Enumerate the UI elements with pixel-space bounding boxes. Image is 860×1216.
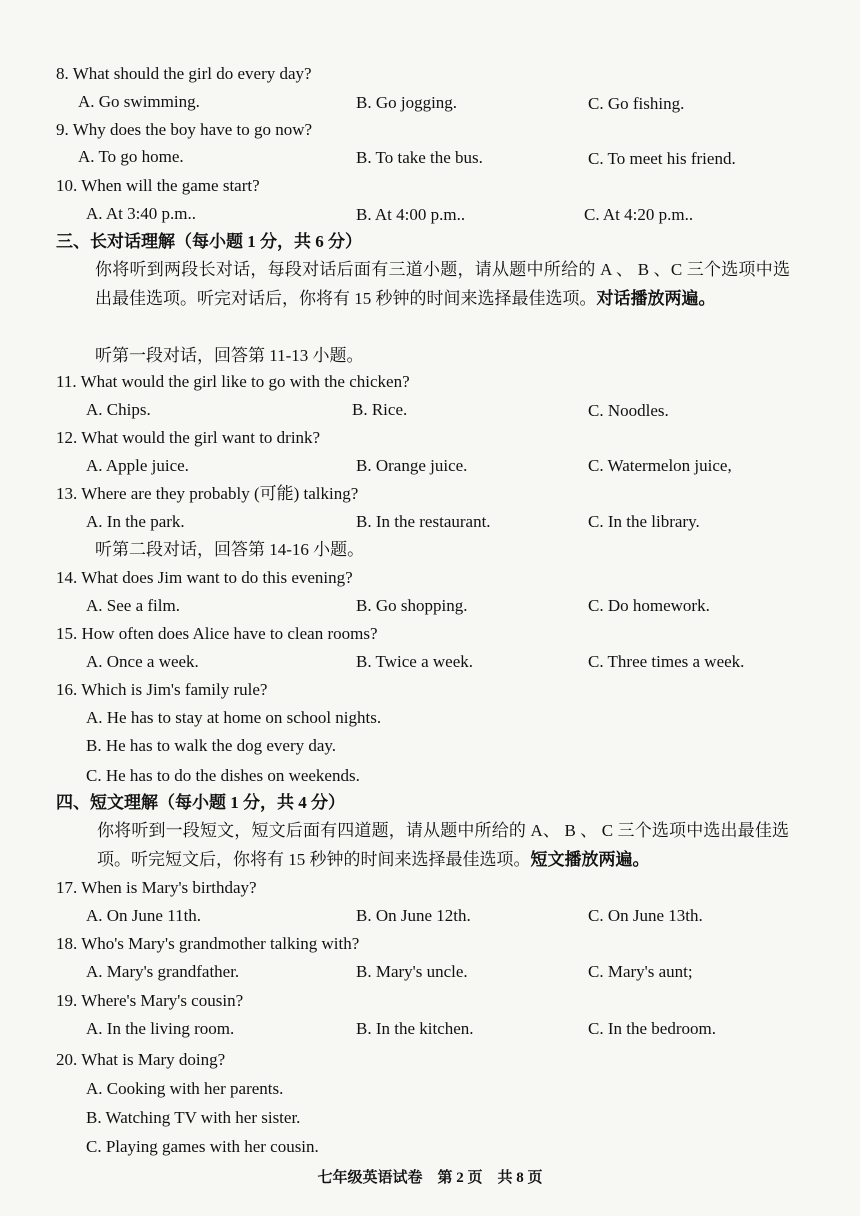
q11-option-c[interactable]: C. Noodles. xyxy=(588,401,669,420)
q20-option-a[interactable]: A. Cooking with her parents. xyxy=(86,1079,284,1098)
question-12: 12. What would the girl want to drink? xyxy=(56,428,321,447)
section-4-instruction: 你将听到一段短文，短文后面有四道题，请从题中所给的 A、 B 、 C 三个选项中选出最佳选项。听完短文后，你将有 15 秒钟的时间来选择最佳选项。短文播放两遍。 xyxy=(97,821,789,869)
q15-option-a[interactable]: A. Once a week. xyxy=(86,652,199,671)
q13-option-b[interactable]: B. In the restaurant. xyxy=(356,512,491,531)
question-8: 8. What should the girl do every day? xyxy=(56,64,312,83)
q17-option-a[interactable]: A. On June 11th. xyxy=(86,906,202,925)
q18-option-c[interactable]: C. Mary's aunt; xyxy=(588,962,693,981)
q8-option-b[interactable]: B. Go jogging. xyxy=(356,93,458,112)
q8-option-a[interactable]: A. Go swimming. xyxy=(78,92,200,111)
q16-option-b[interactable]: B. He has to walk the dog every day. xyxy=(86,736,337,755)
q12-option-b[interactable]: B. Orange juice. xyxy=(356,456,468,475)
q14-option-b[interactable]: B. Go shopping. xyxy=(356,596,468,615)
q16-option-a[interactable]: A. He has to stay at home on school nights. xyxy=(86,708,382,727)
q9-option-a[interactable]: A. To go home. xyxy=(78,147,184,166)
question-18: 18. Who's Mary's grandmother talking with? xyxy=(56,934,360,953)
question-20: 20. What is Mary doing? xyxy=(56,1050,226,1069)
q14-option-c[interactable]: C. Do homework. xyxy=(588,596,710,615)
q11-option-a[interactable]: A. Chips. xyxy=(86,400,151,419)
question-10: 10. When will the game start? xyxy=(56,176,260,195)
question-14: 14. What does Jim want to do this evening? xyxy=(56,568,353,587)
question-19: 19. Where's Mary's cousin? xyxy=(56,991,244,1010)
q10-option-b[interactable]: B. At 4:00 p.m.. xyxy=(356,205,466,224)
page-footer: 七年级英语试卷 第 2 页 共 8 页 xyxy=(317,1170,543,1186)
section-3-sub2: 听第二段对话，回答第 14-16 小题。 xyxy=(95,540,365,559)
q8-option-c[interactable]: C. Go fishing. xyxy=(588,94,685,113)
q12-option-a[interactable]: A. Apple juice. xyxy=(86,456,189,475)
q9-option-b[interactable]: B. To take the bus. xyxy=(356,148,483,167)
q15-option-c[interactable]: C. Three times a week. xyxy=(588,652,745,671)
section-3-sub1: 听第一段对话，回答第 11-13 小题。 xyxy=(95,346,364,365)
q17-option-c[interactable]: C. On June 13th. xyxy=(588,906,703,925)
q10-option-c[interactable]: C. At 4:20 p.m.. xyxy=(584,205,694,224)
question-13: 13. Where are they probably (可能) talking? xyxy=(56,484,359,503)
q19-option-a[interactable]: A. In the living room. xyxy=(86,1019,235,1038)
section-4-heading: 四、短文理解（每小题 1 分，共 4 分） xyxy=(56,793,345,812)
q10-option-a[interactable]: A. At 3:40 p.m.. xyxy=(86,204,197,223)
q18-option-b[interactable]: B. Mary's uncle. xyxy=(356,962,468,981)
question-17: 17. When is Mary's birthday? xyxy=(56,878,257,897)
question-11: 11. What would the girl like to go with the chicken? xyxy=(56,372,410,391)
section-3-heading: 三、长对话理解（每小题 1 分，共 6 分） xyxy=(56,232,362,251)
q14-option-a[interactable]: A. See a film. xyxy=(86,596,180,615)
q20-option-b[interactable]: B. Watching TV with her sister. xyxy=(86,1108,301,1127)
section-3-instruction: 你将听到两段长对话，每段对话后面有三道小题，请从题中所给的 A 、 B 、C 三个选项中选出最佳选项。听完对话后，你将有 15 秒钟的时间来选择最佳选项。对话播放两遍。 xyxy=(95,260,790,308)
q17-option-b[interactable]: B. On June 12th. xyxy=(356,906,471,925)
question-15: 15. How often does Alice have to clean rooms? xyxy=(56,624,378,643)
q15-option-b[interactable]: B. Twice a week. xyxy=(356,652,473,671)
q11-option-b[interactable]: B. Rice. xyxy=(352,400,408,419)
q12-option-c[interactable]: C. Watermelon juice, xyxy=(588,456,732,475)
q20-option-c[interactable]: C. Playing games with her cousin. xyxy=(86,1137,319,1156)
q16-option-c[interactable]: C. He has to do the dishes on weekends. xyxy=(86,766,360,785)
q13-option-a[interactable]: A. In the park. xyxy=(86,512,185,531)
q19-option-b[interactable]: B. In the kitchen. xyxy=(356,1019,474,1038)
q9-option-c[interactable]: C. To meet his friend. xyxy=(588,149,736,168)
q13-option-c[interactable]: C. In the library. xyxy=(588,512,700,531)
question-9: 9. Why does the boy have to go now? xyxy=(56,120,313,139)
question-16: 16. Which is Jim's family rule? xyxy=(56,680,268,699)
q18-option-a[interactable]: A. Mary's grandfather. xyxy=(86,962,240,981)
q19-option-c[interactable]: C. In the bedroom. xyxy=(588,1019,716,1038)
